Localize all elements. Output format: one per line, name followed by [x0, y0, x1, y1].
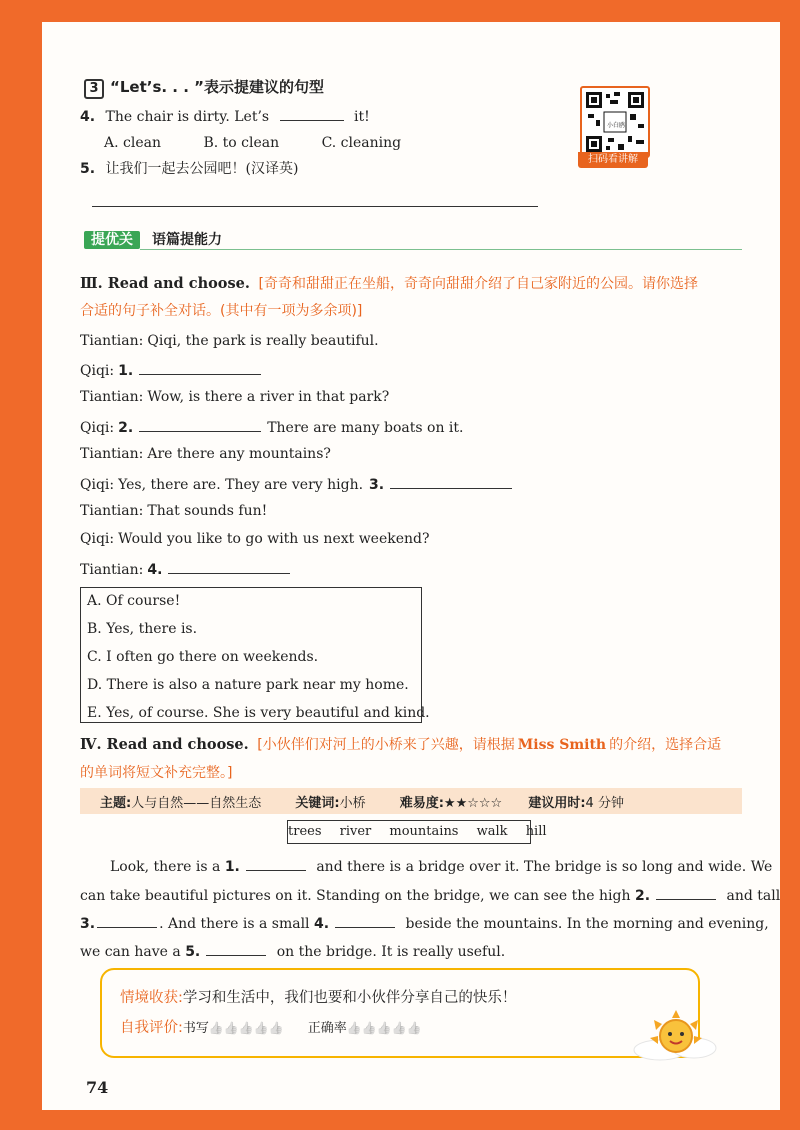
dialogue-line — [80, 559, 296, 579]
answer-line[interactable] — [92, 206, 538, 207]
dialogue-text: Would you like to go with us next weekend? — [118, 531, 430, 547]
option-e[interactable]: E. Yes, of course. She is very beautiful and kind. — [87, 705, 430, 721]
part-4-instruction — [80, 736, 721, 754]
qr-label: 扫码看讲解 — [578, 152, 648, 168]
answer-blank[interactable] — [390, 474, 512, 489]
dialogue-line — [80, 388, 389, 406]
difficulty-stars: ★★☆☆☆ — [443, 796, 503, 811]
dialogue-text: Qiqi, the park is really beautiful. — [147, 333, 379, 349]
answer-blank[interactable] — [139, 360, 261, 375]
dialogue-line — [80, 445, 331, 463]
dialogue-line — [80, 502, 267, 520]
answer-blank[interactable] — [206, 941, 266, 956]
question-number: 5. — [80, 161, 96, 177]
page-number: 74 — [86, 1078, 109, 1097]
topic-label: 主题: — [100, 796, 132, 811]
blank-number: 1. — [224, 859, 240, 875]
word-walk[interactable]: walk — [476, 824, 508, 839]
dialogue-text: Wow, is there a river in that park? — [147, 389, 390, 405]
keyword-value: 小桥 — [339, 796, 366, 811]
blank-number: 4. — [313, 916, 330, 932]
part-4-instruction-c: 的介绍，选择合适 — [609, 737, 722, 753]
topic-bar — [80, 788, 742, 814]
accuracy-thumbs-icon[interactable]: 👍👍👍👍👍 — [346, 1021, 422, 1035]
passage-line-3 — [80, 913, 769, 933]
passage-text: on the bridge. It is really useful. — [276, 944, 506, 960]
section-divider — [140, 249, 742, 250]
speaker-name: Tiantian: — [80, 389, 144, 405]
passage-text: we can have a — [80, 944, 181, 960]
part-3-instruction-line1: [奇奇和甜甜正在坐船，奇奇向甜甜介绍了自己家附近的公园。请你选择 — [258, 276, 698, 292]
blank-number: 3. — [369, 477, 385, 493]
dialogue-line — [80, 360, 267, 380]
section-title: 语篇提能力 — [152, 232, 222, 248]
speaker-name: Qiqi: — [80, 363, 115, 379]
dialogue-text: Yes, there are. They are very high. — [118, 477, 364, 493]
dialogue-line — [80, 417, 463, 437]
option-box — [80, 587, 430, 723]
part-4-heading: Ⅳ. Read and choose. — [80, 736, 249, 753]
word-trees[interactable]: trees — [288, 824, 322, 839]
passage-text: can take beautiful pictures on it. Standing on the bridge, we can see the high — [80, 888, 631, 904]
dialogue-text: That sounds fun! — [147, 503, 268, 519]
passage-text: Look, there is a — [110, 859, 221, 875]
dialogue-text: There are many boats on it. — [267, 420, 464, 436]
section-number-badge: 3 — [84, 79, 104, 99]
speaker-name: Tiantian: — [80, 562, 144, 578]
blank-number: 2. — [634, 888, 651, 904]
qr-code[interactable] — [580, 86, 650, 158]
summary-box — [100, 968, 700, 1058]
part-4-instruction-line2: 的单词将短文补充完整。] — [80, 765, 233, 781]
time-value: 4 分钟 — [585, 796, 624, 811]
option-b[interactable]: B. Yes, there is. — [87, 621, 198, 637]
dialogue-text: Are there any mountains? — [147, 446, 331, 462]
qr-brand-text: 小白鸥 — [606, 122, 625, 129]
keyword-label: 关键词: — [295, 796, 340, 811]
word-bank — [287, 820, 547, 844]
dialogue-line — [80, 474, 518, 494]
speaker-name: Qiqi: — [80, 531, 115, 547]
question-text: 让我们一起去公园吧！(汉译英) — [105, 161, 299, 177]
topic-bar-content — [100, 792, 624, 811]
answer-blank[interactable] — [246, 856, 306, 871]
option-c[interactable]: C. cleaning — [321, 135, 402, 151]
word-mountains[interactable]: mountains — [389, 824, 459, 839]
section-tag: 提优关 — [84, 231, 140, 249]
word-hill[interactable]: hill — [525, 824, 547, 839]
summary-line-1 — [120, 986, 516, 1007]
passage-text: . And there is a small — [159, 916, 310, 932]
writing-label: 书写 — [182, 1021, 209, 1036]
answer-blank[interactable] — [656, 885, 716, 900]
accuracy-label: 正确率 — [307, 1021, 347, 1036]
passage-text: beside the mountains. In the morning and evening, — [405, 916, 769, 932]
difficulty-label: 难易度: — [399, 796, 444, 811]
question-5 — [80, 160, 298, 178]
sun-icon — [630, 1004, 720, 1064]
speaker-name: Tiantian: — [80, 503, 144, 519]
writing-thumbs-icon[interactable]: 👍👍👍👍👍 — [208, 1021, 284, 1035]
option-d[interactable]: D. There is also a nature park near my home. — [87, 677, 409, 693]
part-3-instruction — [80, 275, 698, 293]
question-text: The chair is dirty. Let’s — [105, 109, 270, 125]
passage-line-4 — [80, 941, 505, 961]
speaker-name: Tiantian: — [80, 446, 144, 462]
answer-blank[interactable] — [335, 913, 395, 928]
speaker-name: Tiantian: — [80, 333, 144, 349]
dialogue-line — [80, 530, 430, 548]
option-c[interactable]: C. I often go there on weekends. — [87, 649, 319, 665]
answer-blank[interactable] — [280, 106, 344, 121]
answer-blank[interactable] — [168, 559, 290, 574]
part-4-instruction-a: [小伙伴们对河上的小桥来了兴趣，请根据 — [257, 737, 515, 753]
topic-value: 人与自然——自然生态 — [131, 796, 262, 811]
summary-text: 学习和生活中，我们也要和小伙伴分享自己的快乐！ — [182, 990, 517, 1006]
part-4-instruction-name: Miss Smith — [517, 737, 607, 753]
speaker-name: Qiqi: — [80, 420, 115, 436]
blank-number: 4. — [147, 562, 163, 578]
passage-text: and there is a bridge over it. The bridge is so long and wide. We — [316, 859, 773, 875]
summary-label: 情境收获: — [120, 990, 183, 1006]
question-4-options — [104, 134, 401, 152]
question-4 — [80, 106, 370, 126]
blank-number: 3. — [80, 916, 96, 932]
blank-number: 1. — [118, 363, 134, 379]
option-b[interactable]: B. to clean — [203, 135, 280, 151]
blank-number: 2. — [118, 420, 134, 436]
passage-line-1 — [110, 856, 772, 876]
section-3-title: “Let’s. . . ”表示提建议的句型 — [110, 78, 325, 96]
blank-number: 5. — [185, 944, 201, 960]
passage-line-2 — [80, 885, 780, 905]
self-eval-label: 自我评价: — [120, 1020, 183, 1036]
time-label: 建议用时: — [528, 796, 586, 811]
passage-text: and tall — [726, 888, 781, 904]
question-text-end: it! — [354, 109, 370, 125]
option-a[interactable]: A. clean — [104, 135, 161, 151]
question-number: 4. — [80, 109, 96, 125]
dialogue-line — [80, 332, 379, 350]
summary-line-2 — [120, 1016, 422, 1037]
word-river[interactable]: river — [339, 824, 372, 839]
part-3-heading: Ⅲ. Read and choose. — [80, 275, 250, 292]
speaker-name: Qiqi: — [80, 477, 115, 493]
part-3-instruction-line2: 合适的句子补全对话。(其中有一项为多余项)] — [80, 303, 363, 319]
answer-blank[interactable] — [139, 417, 261, 432]
option-a[interactable]: A. Of course! — [87, 593, 181, 609]
section-3-heading — [84, 76, 324, 99]
answer-blank[interactable] — [97, 913, 157, 928]
